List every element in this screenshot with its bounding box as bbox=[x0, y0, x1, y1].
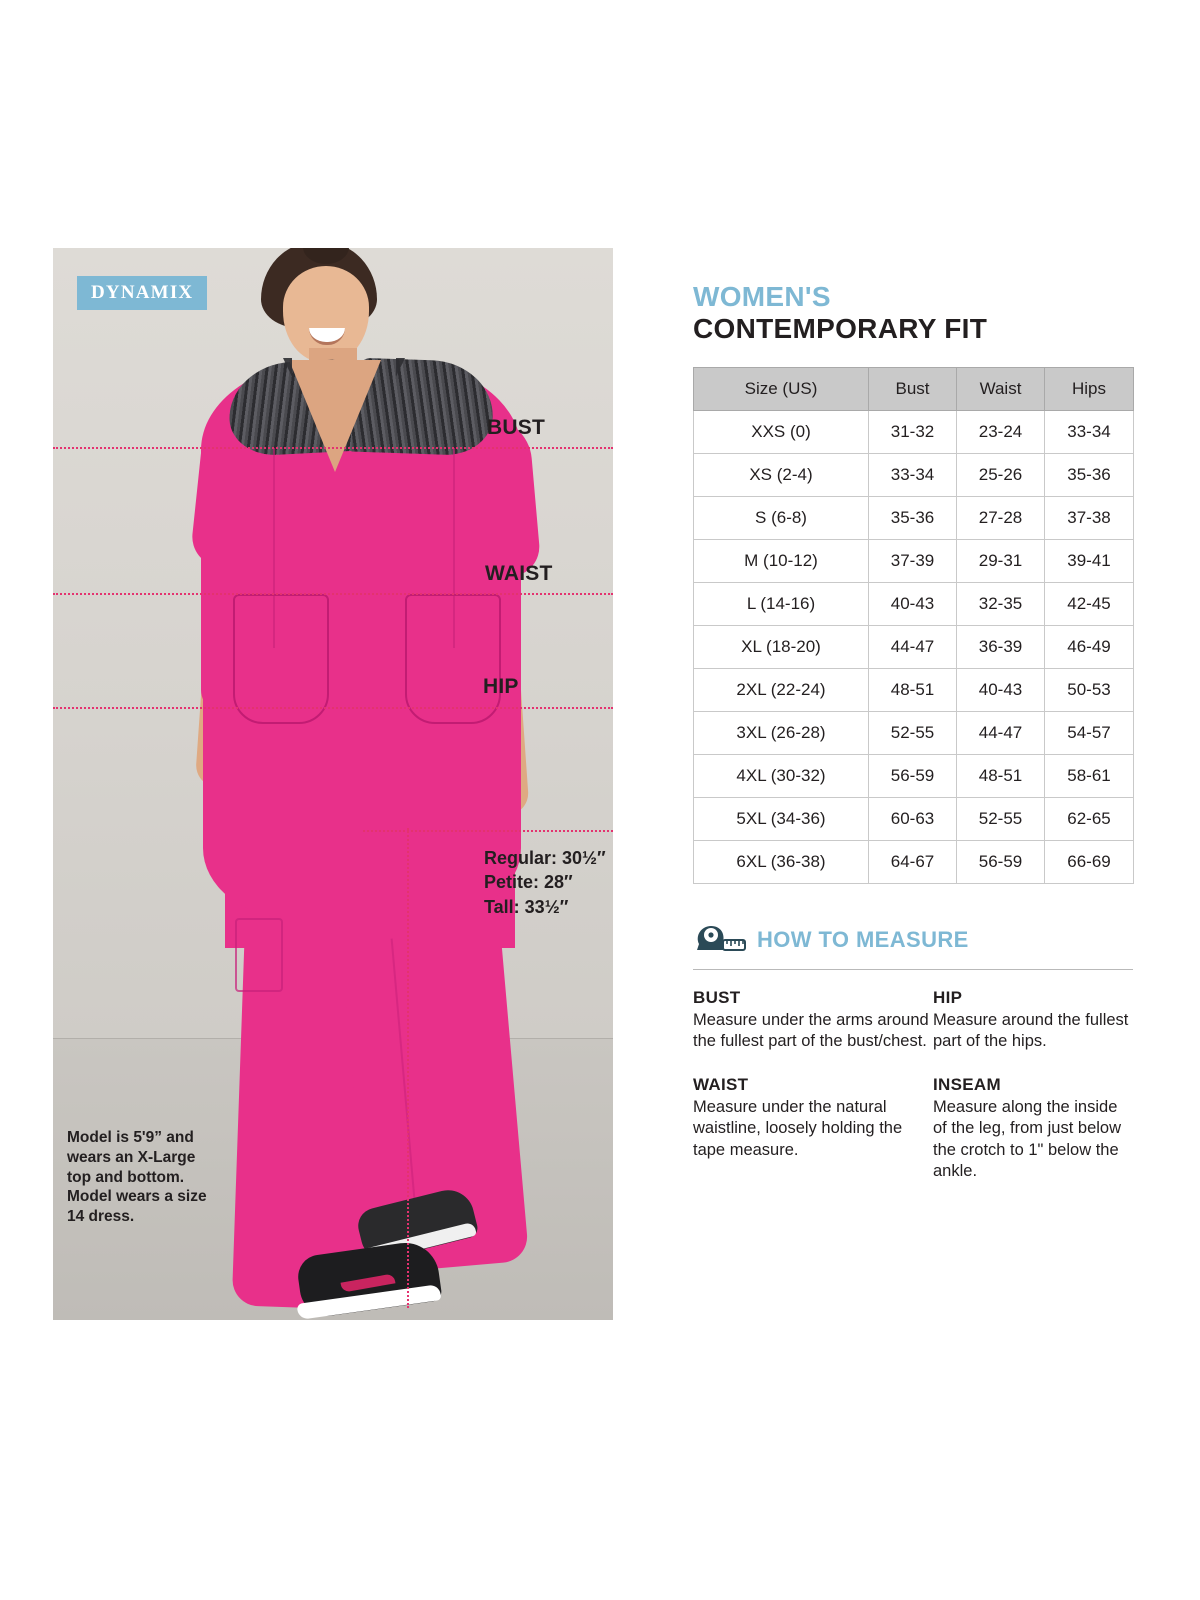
measure-tip-text: Measure under the arms around the fullest part of the bust/chest. bbox=[693, 1010, 929, 1051]
top-patch-pocket-left bbox=[233, 594, 329, 724]
table-row bbox=[694, 711, 1134, 754]
how-to-measure-divider bbox=[693, 969, 1133, 970]
size-chart-panel bbox=[693, 282, 1133, 1183]
bust-guide-label: BUST bbox=[487, 416, 545, 439]
bust-guide-line bbox=[53, 447, 613, 449]
cell-measure: 46-49 bbox=[1045, 625, 1134, 668]
measure-tip-inseam bbox=[933, 1075, 1133, 1183]
inseam-tall: Tall: 33½″ bbox=[484, 896, 569, 917]
cell-measure: 50-53 bbox=[1045, 668, 1134, 711]
inseam-guide-line bbox=[363, 830, 613, 832]
page-title-line1: WOMEN'S bbox=[693, 281, 831, 312]
cell-size: 4XL (30-32) bbox=[694, 754, 869, 797]
measure-tip-term: HIP bbox=[933, 987, 963, 1007]
cell-measure: 40-43 bbox=[869, 582, 957, 625]
table-row bbox=[694, 410, 1134, 453]
hip-guide-label: HIP bbox=[483, 675, 519, 698]
cell-size: XL (18-20) bbox=[694, 625, 869, 668]
table-row bbox=[694, 668, 1134, 711]
cell-measure: 48-51 bbox=[957, 754, 1045, 797]
model-note: Model is 5'9” and wears an X-Large top and bottom. Model wears a size 14 dress. bbox=[67, 1129, 207, 1226]
column-header-size: Size (US) bbox=[694, 367, 869, 410]
cell-measure: 39-41 bbox=[1045, 539, 1134, 582]
cell-measure: 25-26 bbox=[957, 453, 1045, 496]
cell-measure: 31-32 bbox=[869, 410, 957, 453]
cell-measure: 29-31 bbox=[957, 539, 1045, 582]
table-header-row bbox=[694, 367, 1134, 410]
column-header-bust: Bust bbox=[869, 367, 957, 410]
cell-measure: 32-35 bbox=[957, 582, 1045, 625]
cell-size: L (14-16) bbox=[694, 582, 869, 625]
cell-measure: 54-57 bbox=[1045, 711, 1134, 754]
hip-guide-line bbox=[53, 707, 613, 709]
cell-size: 3XL (26-28) bbox=[694, 711, 869, 754]
measure-tip-term: WAIST bbox=[693, 1074, 749, 1094]
cell-measure: 36-39 bbox=[957, 625, 1045, 668]
table-row bbox=[694, 754, 1134, 797]
cell-measure: 33-34 bbox=[869, 453, 957, 496]
cell-measure: 52-55 bbox=[957, 797, 1045, 840]
top-patch-pocket-right bbox=[405, 594, 501, 724]
inseam-vertical-line bbox=[407, 828, 409, 1308]
cell-measure: 35-36 bbox=[869, 496, 957, 539]
cell-size: S (6-8) bbox=[694, 496, 869, 539]
pants-cargo-pocket bbox=[235, 918, 283, 992]
cell-measure: 44-47 bbox=[869, 625, 957, 668]
cell-size: 2XL (22-24) bbox=[694, 668, 869, 711]
table-row bbox=[694, 582, 1134, 625]
measure-tip-waist bbox=[693, 1075, 933, 1183]
cell-measure: 42-45 bbox=[1045, 582, 1134, 625]
measure-tip-text: Measure along the inside of the leg, from just below the crotch to 1" below the ankle. bbox=[933, 1097, 1122, 1181]
column-header-waist: Waist bbox=[957, 367, 1045, 410]
cell-measure: 56-59 bbox=[957, 840, 1045, 883]
table-row bbox=[694, 625, 1134, 668]
cell-measure: 52-55 bbox=[869, 711, 957, 754]
inseam-regular: Regular: 30½″ bbox=[484, 848, 606, 868]
waist-guide-line bbox=[53, 593, 613, 595]
table-row bbox=[694, 453, 1134, 496]
cell-measure: 33-34 bbox=[1045, 410, 1134, 453]
measure-tip-term: INSEAM bbox=[933, 1074, 1001, 1094]
table-row bbox=[694, 539, 1134, 582]
cell-size: XS (2-4) bbox=[694, 453, 869, 496]
cell-measure: 44-47 bbox=[957, 711, 1045, 754]
size-chart-table bbox=[693, 367, 1134, 884]
page-title-line2: CONTEMPORARY FIT bbox=[693, 312, 988, 344]
cell-measure: 60-63 bbox=[869, 797, 957, 840]
model-image-panel bbox=[53, 248, 613, 1320]
table-row bbox=[694, 797, 1134, 840]
inseam-petite: Petite: 28″ bbox=[484, 872, 573, 893]
table-row bbox=[694, 840, 1134, 883]
cell-measure: 27-28 bbox=[957, 496, 1045, 539]
cell-measure: 23-24 bbox=[957, 410, 1045, 453]
inseam-lengths bbox=[484, 846, 606, 919]
cell-measure: 35-36 bbox=[1045, 453, 1134, 496]
cell-measure: 40-43 bbox=[957, 668, 1045, 711]
measure-tip-term: BUST bbox=[693, 987, 741, 1007]
cell-measure: 37-38 bbox=[1045, 496, 1134, 539]
cell-measure: 58-61 bbox=[1045, 754, 1134, 797]
waist-guide-label: WAIST bbox=[485, 562, 553, 585]
cell-measure: 56-59 bbox=[869, 754, 957, 797]
cell-size: XXS (0) bbox=[694, 410, 869, 453]
cell-measure: 66-69 bbox=[1045, 840, 1134, 883]
measure-tip-hip bbox=[933, 988, 1133, 1053]
measure-tip-bust bbox=[693, 988, 933, 1053]
cell-size: M (10-12) bbox=[694, 539, 869, 582]
tape-measure-icon bbox=[693, 922, 747, 959]
size-chart-body bbox=[694, 410, 1134, 883]
cell-size: 6XL (36-38) bbox=[694, 840, 869, 883]
how-to-measure-title: HOW TO MEASURE bbox=[757, 927, 969, 953]
how-to-measure-header bbox=[693, 922, 1133, 959]
cell-measure: 48-51 bbox=[869, 668, 957, 711]
measure-tip-text: Measure under the natural waistline, loosely holding the tape measure. bbox=[693, 1097, 903, 1159]
table-row bbox=[694, 496, 1134, 539]
how-to-measure-list bbox=[693, 988, 1133, 1183]
cell-size: 5XL (34-36) bbox=[694, 797, 869, 840]
cell-measure: 64-67 bbox=[869, 840, 957, 883]
cell-measure: 62-65 bbox=[1045, 797, 1134, 840]
brand-logo-badge: DYNAMIX bbox=[77, 276, 207, 310]
cell-measure: 37-39 bbox=[869, 539, 957, 582]
measure-tip-text: Measure around the fullest part of the hips. bbox=[933, 1010, 1129, 1051]
column-header-hips: Hips bbox=[1045, 367, 1134, 410]
